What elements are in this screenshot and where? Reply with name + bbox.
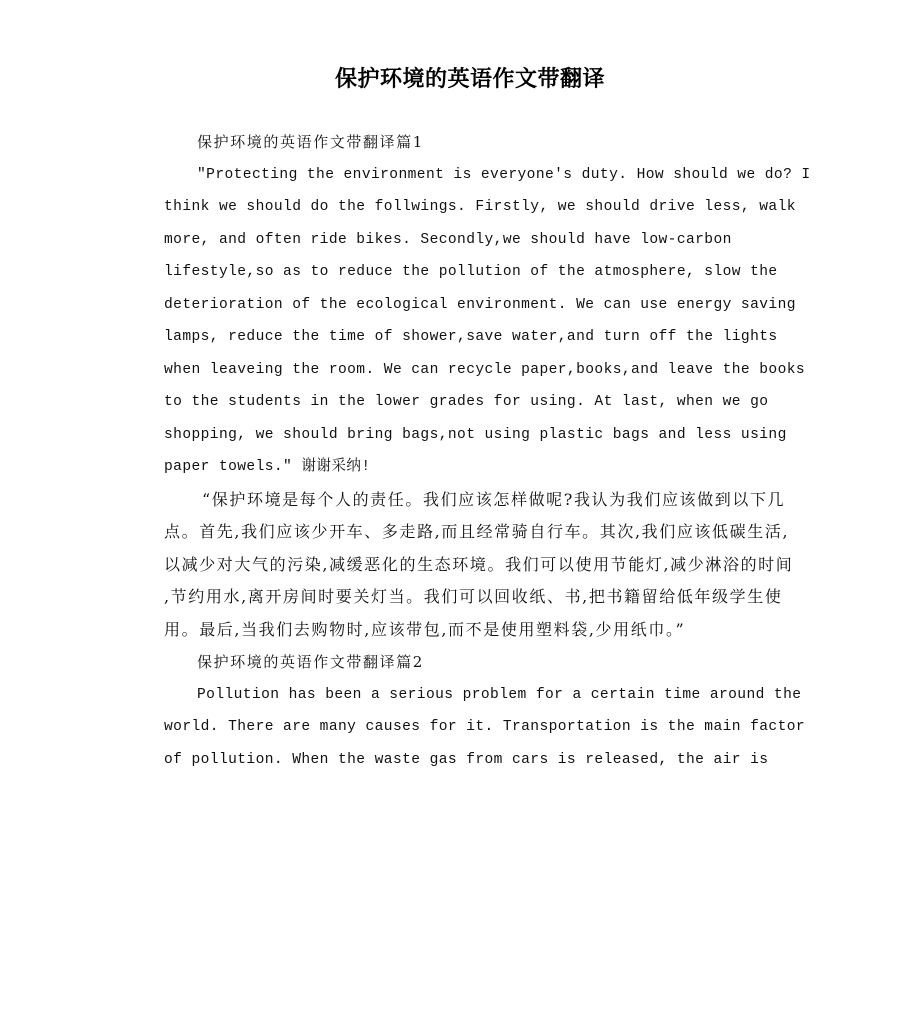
paragraph-line: think we should do the follwings. Firstly, we should drive less, walk — [164, 199, 796, 215]
translation-line: “保护环境是每个人的责任。我们应该怎样做呢?我认为我们应该做到以下几 — [202, 489, 786, 509]
paragraph-line: more, and often ride bikes. Secondly,we should have low-carbon — [164, 231, 732, 248]
paragraph-line: Pollution has been a serious problem for a certain time around the — [197, 686, 802, 703]
paragraph-line: of pollution. When the waste gas from cars is released, the air is — [164, 751, 769, 768]
paragraph-line: lamps, reduce the time of shower,save water,and turn off the lights — [164, 329, 778, 345]
paragraph-line: shopping, we should bring bags,not using plastic bags and less using — [164, 426, 787, 443]
translation-line: ,节约用水,离开房间时要关灯当。我们可以回收纸、书,把书籍留给低年级学生使 — [164, 587, 783, 606]
paragraph-line: paper towels." 谢谢采纳! — [164, 459, 371, 475]
paragraph-line: when leaveing the room. We can recycle paper,books,and leave the books — [164, 361, 806, 378]
document-body — [164, 126, 811, 776]
paragraph-line: "Protecting the environment is everyone's duty. How should we do? I — [197, 166, 811, 183]
paragraph-line: world. There are many causes for it. Transportation is the main factor — [164, 719, 806, 735]
paragraph-line: to the students in the lower grades for using. At last, when we go — [164, 394, 769, 410]
document-title: 保护环境的英语作文带翻译 — [334, 67, 605, 92]
translation-line: 以减少对大气的污染,减缓恶化的生态环境。我们可以使用节能灯,减少淋浴的时间 — [164, 554, 794, 574]
paragraph-line: deterioration of the ecological environment. We can use energy saving — [164, 296, 796, 313]
section-heading-1: 保护环境的英语作文带翻译篇1 — [197, 133, 424, 151]
translation-line: 点。首先,我们应该少开车、多走路,而且经常骑自行车。其次,我们应该低碳生活, — [164, 522, 790, 541]
paragraph-line: lifestyle,so as to reduce the pollution of the atmosphere, slow the — [164, 264, 778, 280]
section-heading-2: 保护环境的英语作文带翻译篇2 — [197, 653, 424, 671]
translation-line: 用。最后,当我们去购物时,应该带包,而不是使用塑料袋,少用纸巾。” — [164, 619, 686, 639]
